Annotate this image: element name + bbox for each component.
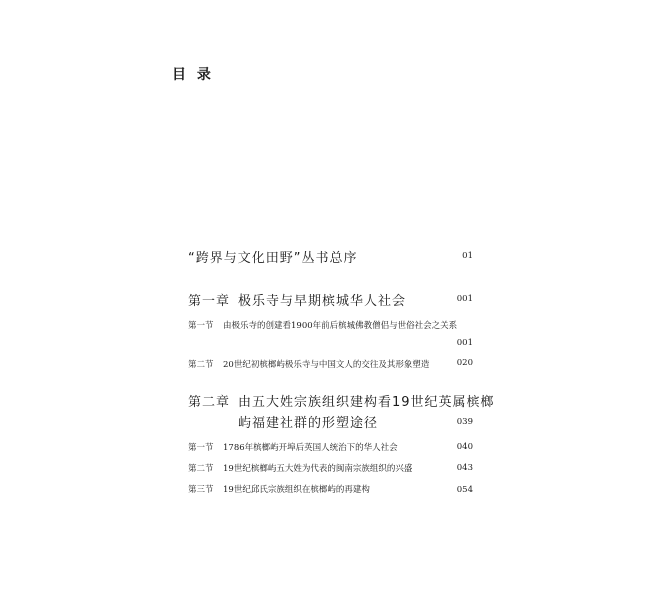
ch1-section-1-page: 001 <box>456 338 473 348</box>
ch2-section-2-title: 19世纪槟榔屿五大姓为代表的闽南宗族组织的兴盛 <box>223 464 413 474</box>
ch2-section-3-label: 第三节 <box>188 485 214 495</box>
ch1-section-2-label: 第二节 <box>188 360 214 370</box>
chapter-2-title-line1: 由五大姓宗族组织建构看19世纪英属槟榔 <box>238 395 495 410</box>
ch2-section-2-page: 043 <box>456 463 473 473</box>
ch1-section-2-page: 020 <box>456 358 473 368</box>
ch2-section-2-label: 第二节 <box>188 464 214 474</box>
chapter-2-title-line2: 屿福建社群的形塑途径 <box>238 416 379 431</box>
toc-entry-series-preface-page: 01 <box>462 251 473 261</box>
ch1-section-2-title: 20世纪初槟榔屿极乐寺与中国文人的交往及其形象塑造 <box>223 360 430 370</box>
ch2-section-1-title: 1786年槟榔屿开埠后英国人统治下的华人社会 <box>223 443 398 453</box>
chapter-1-label: 第一章 <box>188 294 231 309</box>
chapter-1-page: 001 <box>456 294 473 304</box>
ch2-section-3-title: 19世纪邱氏宗族组织在槟榔屿的再建构 <box>223 485 370 495</box>
chapter-2-label: 第二章 <box>188 395 231 410</box>
ch2-section-1-label: 第一节 <box>188 443 214 453</box>
chapter-2-page: 039 <box>456 417 473 427</box>
page-heading: 目 录 <box>172 67 214 83</box>
chapter-1-title: 极乐寺与早期槟城华人社会 <box>238 294 407 309</box>
ch1-section-1-title: 由极乐寺的创建看1900年前后槟城佛教僧侣与世俗社会之关系 <box>223 321 458 331</box>
ch2-section-3-page: 054 <box>456 485 473 495</box>
ch1-section-1-label: 第一节 <box>188 321 214 331</box>
ch2-section-1-page: 040 <box>456 442 473 452</box>
toc-entry-series-preface-title: “跨界与文化田野”丛书总序 <box>188 251 358 266</box>
